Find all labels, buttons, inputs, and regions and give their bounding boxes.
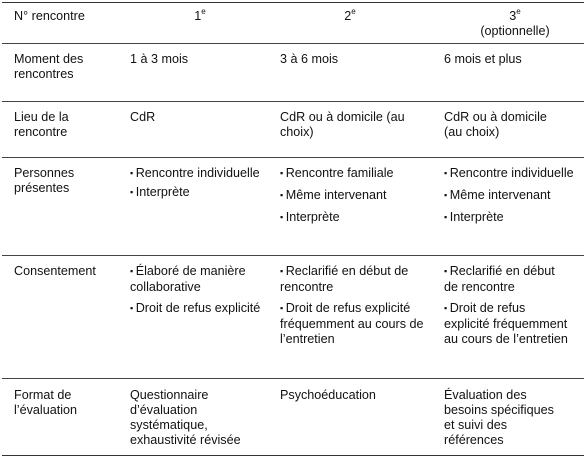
cell-consentement-2 (280, 264, 430, 353)
bullet-item: ▪ Droit de refus explicité (130, 301, 265, 317)
cell-personnes-2 (280, 166, 430, 232)
header-divider (2, 43, 584, 44)
cell-consentement-3 (444, 264, 569, 353)
row-label-format: Format de l’évaluation (14, 388, 78, 417)
bullet-item: ▪ Rencontre familiale (280, 166, 430, 182)
row-label-consentement: Consentement (14, 264, 96, 278)
bullet-item: ▪ Reclarifié en début de rencontre (444, 264, 569, 295)
header-label: N° rencontre (14, 9, 85, 23)
row-divider (2, 101, 584, 102)
table-top-rule (2, 2, 584, 3)
bullet-item: ▪ Élaboré de manière collaborative (130, 264, 265, 295)
row-divider (2, 255, 584, 256)
row-label-personnes: Personnes présentes (14, 166, 75, 195)
bullet-item: ▪ Rencontre individuelle (130, 166, 265, 182)
row-divider (2, 157, 584, 158)
cell-moment-3: 6 mois et plus (444, 52, 522, 66)
bullet-item: ▪ Rencontre individuelle (444, 166, 574, 182)
cell-lieu-3: CdR ou à domicile (au choix) (444, 110, 547, 139)
cell-moment-1: 1 à 3 mois (130, 52, 189, 66)
cell-format-3: Évaluation des besoins spécifiques et suivi des références (444, 388, 554, 447)
table-bottom-rule (2, 455, 584, 456)
row-label-moment: Moment des rencontres (14, 52, 84, 81)
bullet-item: ▪ Interprète (130, 185, 265, 201)
bullet-item: ▪ Même intervenant (280, 188, 430, 204)
cell-format-2: Psychoéducation (280, 388, 376, 402)
bullet-item: ▪ Interprète (280, 210, 430, 226)
row-divider (2, 378, 584, 379)
header-col1: 1e (194, 7, 206, 23)
header-col2: 2e (344, 7, 356, 23)
header-col3: 3e (optionnelle) (460, 9, 570, 39)
bullet-item: ▪ Même intervenant (444, 188, 574, 204)
bullet-item: ▪ Droit de refus explicité fréquemment au cours de l’entretien (280, 301, 430, 347)
cell-moment-2: 3 à 6 mois (280, 52, 339, 66)
cell-personnes-3 (444, 166, 574, 232)
cell-lieu-1: CdR (130, 110, 156, 124)
cell-consentement-1 (130, 264, 265, 323)
bullet-item: ▪ Droit de refus explicité fréquemment au cours de l’entretien (444, 301, 569, 347)
bullet-item: ▪ Interprète (444, 210, 574, 226)
cell-personnes-1 (130, 166, 265, 207)
header-col3-note: (optionnelle) (480, 24, 550, 38)
bullet-item: ▪ Reclarifié en début de rencontre (280, 264, 430, 295)
cell-format-1: Questionnaire d’évaluation systématique, exhaustivité révisée (130, 388, 241, 447)
cell-lieu-2: CdR ou à domicile (au choix) (280, 110, 405, 139)
row-label-lieu: Lieu de la rencontre (14, 110, 69, 139)
